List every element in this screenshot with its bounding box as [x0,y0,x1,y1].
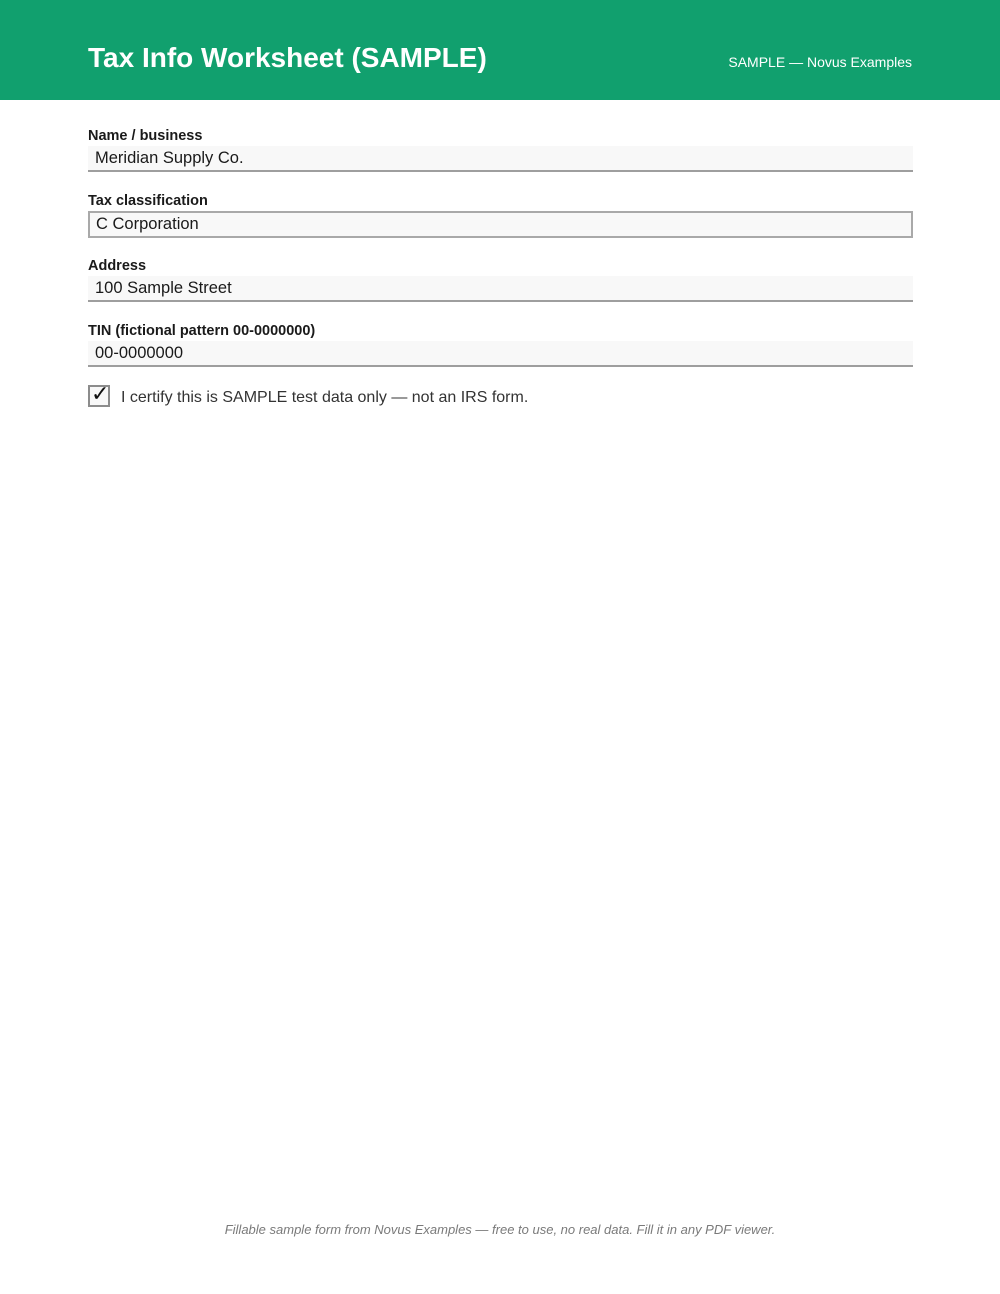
certify-checkbox[interactable] [88,382,110,407]
tax-classification-field-group [88,191,913,256]
tax-classification-select[interactable]: C Corporation [88,211,913,238]
name-business-label: Name / business [88,128,203,144]
address-label: Address [88,258,147,274]
brand-label: SAMPLE — Novus Examples [728,54,912,70]
tin-field-group [88,321,913,386]
footer-note: Fillable sample form from Novus Examples — free to use, no real data. Fill it in any PDF viewer. [224,1222,776,1237]
address-input[interactable] [88,276,913,302]
certify-row [88,382,913,409]
address-field-group [88,256,913,321]
name-business-field-group [88,126,913,191]
tin-label: TIN (fictional pattern 00-0000000) [88,323,316,339]
name-business-input[interactable] [88,146,913,172]
page-title: Tax Info Worksheet (SAMPLE) [88,42,487,73]
certify-label: I certify this is SAMPLE test data only — not an IRS form. [121,389,529,406]
tax-classification-label: Tax classification [88,193,208,209]
tin-input[interactable] [88,341,913,367]
header-banner [0,0,1000,100]
tax-info-form [88,126,913,386]
checkmark-icon: ✓ [91,382,110,407]
